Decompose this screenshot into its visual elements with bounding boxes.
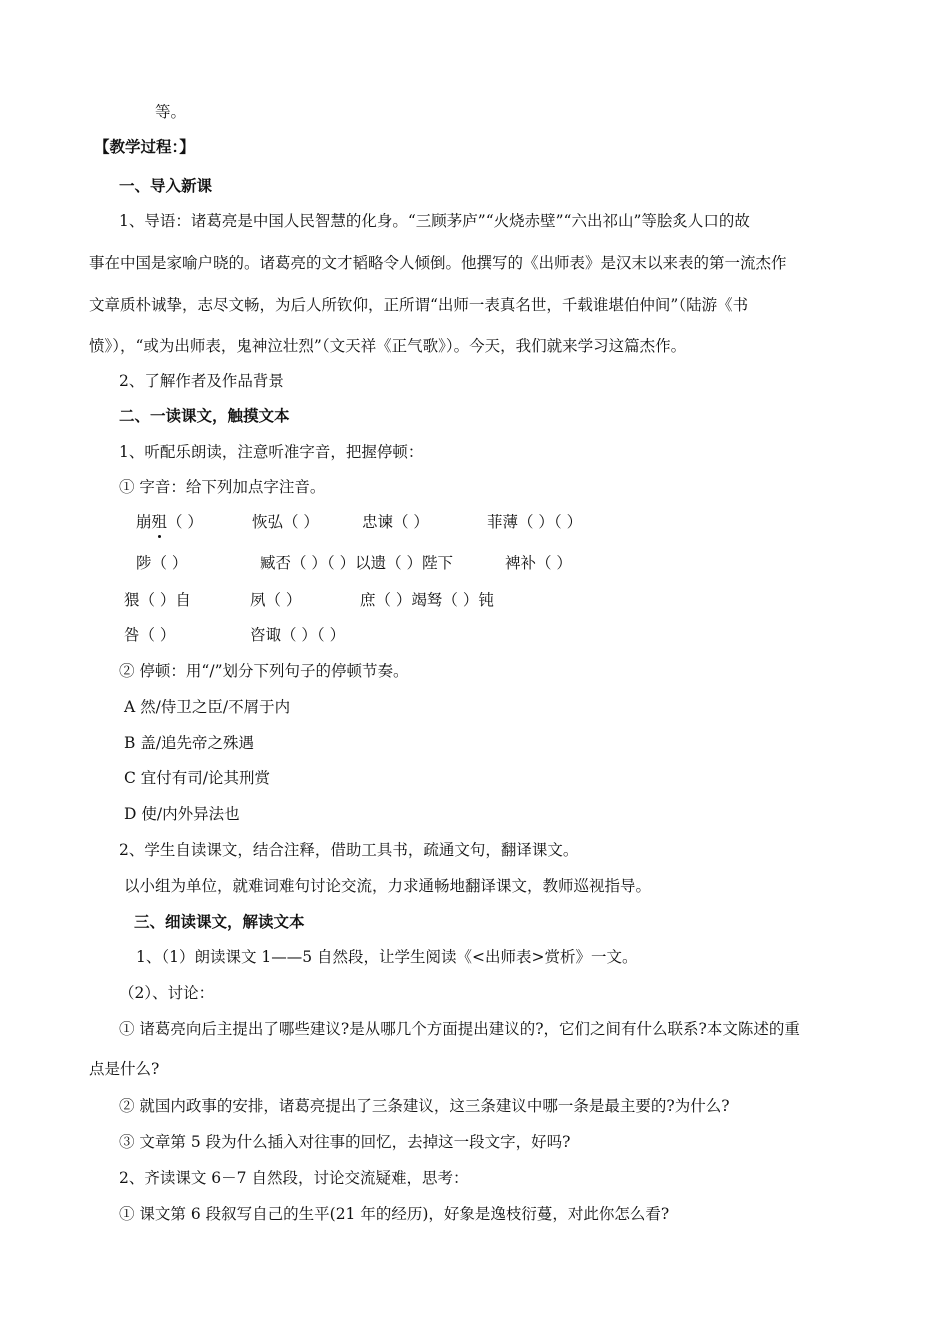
- text-line: ② 停顿：用“/”划分下列句子的停顿节奏。: [119, 662, 409, 680]
- text-line: ③ 文章第 5 段为什么插入对往事的回忆，去掉这一段文字，好吗?: [119, 1133, 571, 1151]
- text-line: 以小组为单位，就难词难句讨论交流，力求通畅地翻译课文，教师巡视指导。: [124, 877, 652, 895]
- option-line: A 然/侍卫之臣/不屑于内: [124, 698, 291, 716]
- pinyin-item: 夙（ ）: [250, 591, 302, 609]
- text-line: ① 课文第 6 段叙写自己的生平(21 年的经历)，好象是逸枝衍蔓，对此你怎么看?: [119, 1205, 670, 1223]
- text-line: ① 诸葛亮向后主提出了哪些建议?是从哪几个方面提出建议的?，它们之间有什么联系?本文陈述的重: [119, 1020, 800, 1038]
- option-line: B 盖/追先帝之殊遇: [124, 734, 255, 752]
- section-heading: 一、导入新课: [119, 177, 213, 195]
- text-line: 2、了解作者及作品背景: [119, 372, 284, 390]
- text-line: 等。: [155, 103, 187, 121]
- text-line: 文章质朴诚挚，志尽文畅，为后人所钦仰，正所谓“出师一表真名世，千载谁堪伯仲间”（陆游《书: [89, 296, 749, 314]
- pinyin-item: 崩殂（ ）: [136, 513, 203, 531]
- text-line: ① 字音：给下列加点字注音。: [119, 478, 326, 496]
- text-line: ② 就国内政事的安排，诸葛亮提出了三条建议，这三条建议中哪一条是最主要的?为什么?: [119, 1097, 730, 1115]
- text-line: 1、导语：诸葛亮是中国人民智慧的化身。“三顾茅庐”“火烧赤壁”“六出祁山”等脍炙人口的故: [119, 212, 750, 230]
- pinyin-item: 恢弘（ ）: [252, 513, 319, 531]
- pinyin-item: 臧否（ ）（ ）以遗（ ）陛下: [260, 554, 454, 572]
- text-line: 1、听配乐朗读，注意听准字音，把握停顿：: [119, 443, 424, 461]
- option-line: D 使/内外异法也: [124, 805, 240, 823]
- text-line: 2、齐读课文 6－7 自然段，讨论交流疑难，思考：: [119, 1169, 469, 1187]
- text-line: （2）、讨论：: [119, 984, 215, 1002]
- pinyin-item: 裨补（ ）: [505, 554, 572, 572]
- text-line: 事在中国是家喻户晓的。诸葛亮的文才韬略令人倾倒。他撰写的《出师表》是汉末以来表的第一流杰作: [89, 254, 787, 272]
- option-line: C 宜付有司/论其刑赏: [124, 769, 271, 787]
- text-line: 点是什么?: [89, 1060, 160, 1078]
- text-line: 1、（1）朗读课文 1——5 自然段，让学生阅读《<出师表>赏析》一文。: [136, 948, 638, 966]
- section-heading: 三、细读课文，解读文本: [134, 913, 305, 931]
- pinyin-item: 菲薄（ ）（ ）: [487, 513, 583, 531]
- pinyin-item: 忠谏（ ）: [362, 513, 429, 531]
- emphasis-dot: [158, 535, 161, 538]
- pinyin-item: 庶（ ）竭驽（ ）钝: [360, 591, 494, 609]
- pinyin-item: 陟（ ）: [136, 554, 188, 572]
- pinyin-item: 咨诹（ ）（ ）: [250, 626, 346, 644]
- section-heading: 二、一读课文，触摸文本: [119, 407, 290, 425]
- pinyin-item: 猥（ ）自: [124, 591, 191, 609]
- text-line: 愤》），“或为出师表，鬼神泣壮烈”（文天祥《正气歌》）。今天，我们就来学习这篇杰作。: [89, 337, 687, 355]
- text-line: 2、学生自读课文，结合注释，借助工具书，疏通文句，翻译课文。: [119, 841, 579, 859]
- section-heading: 【教学过程：】: [94, 138, 195, 156]
- pinyin-item: 咎（ ）: [124, 626, 176, 644]
